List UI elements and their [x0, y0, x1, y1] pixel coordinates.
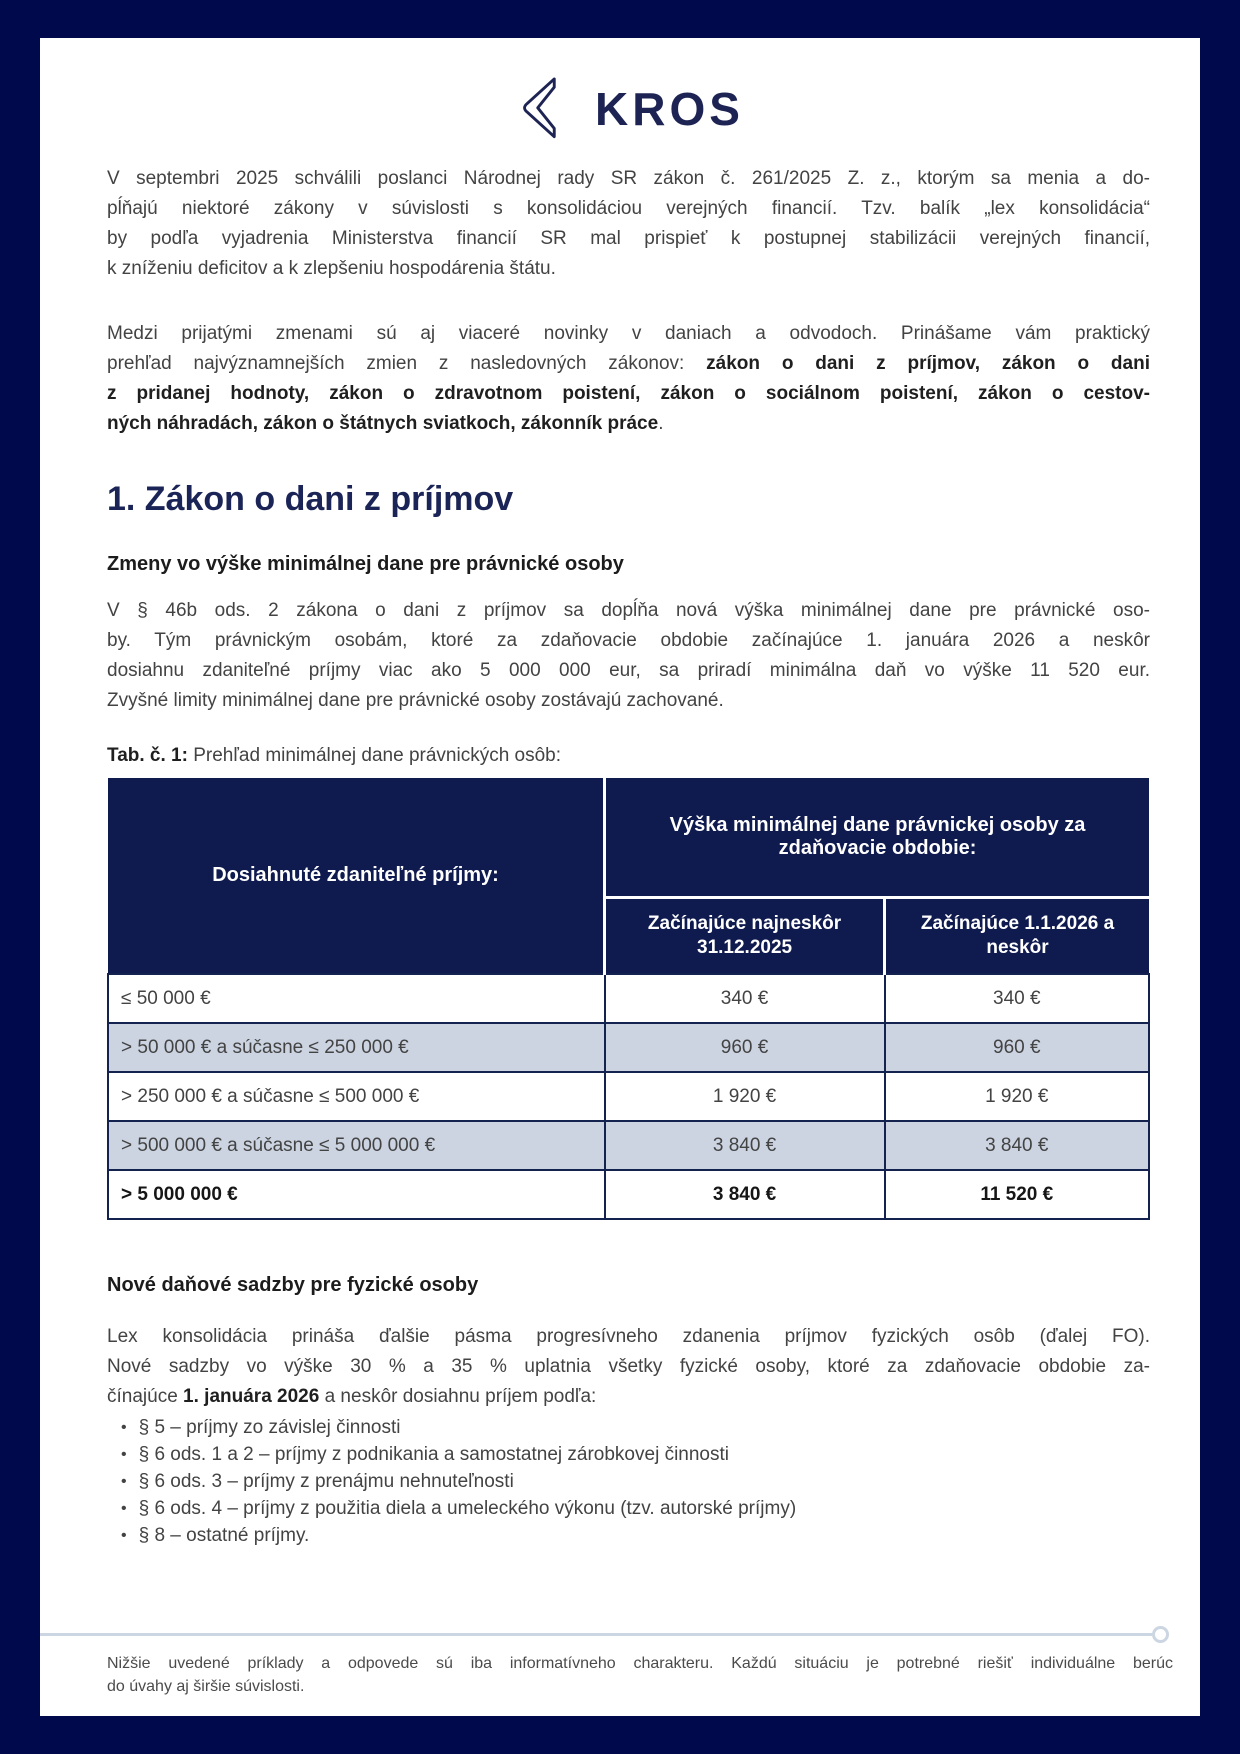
bullet-item: [121, 1441, 1150, 1468]
bullet-item: [121, 1468, 1150, 1495]
bullet-dot-icon: •: [121, 1473, 127, 1490]
table-row: [108, 974, 1149, 1023]
table-row: [108, 1072, 1149, 1121]
page-footer: [40, 1633, 1200, 1716]
bullet-item: [121, 1522, 1150, 1549]
table-subheader-2026: Začínajúce 1.1.2026 a neskôr: [885, 898, 1149, 975]
subsection-title-legal-entities: Zmeny vo výške minimálnej dane pre právnické osoby: [107, 553, 624, 575]
footer-divider-dot: [1152, 1626, 1169, 1643]
intro-paragraph-1: V septembri 2025 schválili poslanci Národnej rady SR zákon č. 261/2025 Z. z., ktorým sa menia a do- pĺňajú niektoré zákony v súvislosti s konsolidáciou verejných financií. Tzv. balík „lex konsolidácia“ by podľa vyjadrenia Ministerstva financií SR mal prispieť k postupnej stabilizácii verejných financií, k zníženiu deficitov a k zlepšeniu hospodárenia štátu.: [107, 168, 1150, 279]
tax-2026-cell: 3 840 €: [885, 1121, 1149, 1170]
subsection-title-individuals: Nové daňové sadzby pre fyzické osoby: [107, 1274, 479, 1296]
min-tax-table: [107, 778, 1150, 1220]
bullet-item-label: § 6 ods. 4 – príjmy z použitia diela a umeleckého výkonu (tzv. autorské príjmy): [138, 1498, 797, 1519]
bullet-item-label: § 6 ods. 1 a 2 – príjmy z podnikania a samostatnej zárobkovej činnosti: [138, 1444, 729, 1465]
footer-divider: [40, 1633, 1152, 1636]
section-title: 1. Zákon o dani z príjmov: [107, 480, 514, 518]
kros-logo: [107, 76, 1150, 142]
tax-2025-cell: 3 840 €: [605, 1121, 885, 1170]
table-row: [108, 1023, 1149, 1072]
income-cell: ≤ 50 000 €: [108, 974, 605, 1023]
tax-2026-cell: 11 520 €: [885, 1170, 1149, 1219]
tax-2025-cell: 1 920 €: [605, 1072, 885, 1121]
bullet-item-label: § 5 – príjmy zo závislej činnosti: [138, 1417, 401, 1438]
bullet-item-label: § 6 ods. 3 – príjmy z prenájmu nehnuteľnosti: [138, 1471, 514, 1492]
tax-2026-cell: 340 €: [885, 974, 1149, 1023]
table-header-income: Dosiahnuté zdaniteľné príjmy:: [108, 778, 605, 974]
tax-2026-cell: 960 €: [885, 1023, 1149, 1072]
minimum-tax-paragraph: V § 46b ods. 2 zákona o dani z príjmov sa dopĺňa nová výška minimálnej dane pre právnické oso- by. Tým právnickým osobám, ktoré za zdaňovacie obdobie začínajúce 1. januára 2026 a neskôr dosiahnu zdaniteľné príjmy viac ako 5 000 000 eur, sa priradí minimálna daň vo výške 11 520 eur. Zvyšné limity minimálnej dane pre právnické osoby zostávajú zachované.: [107, 600, 1150, 711]
table-row: [108, 1121, 1149, 1170]
page-content: [40, 76, 1200, 1549]
table-subheader-2025: Začínajúce najneskôr 31.12.2025: [605, 898, 885, 975]
bullet-dot-icon: •: [121, 1500, 127, 1517]
income-cell: > 250 000 € a súčasne ≤ 500 000 €: [108, 1072, 605, 1121]
intro-paragraph-2: Medzi prijatými zmenami sú aj viaceré novinky v daniach a odvodoch. Prinášame vám praktický prehľad najvýznamnejších zmien z nasledovných zákonov: zákon o dani z príjmov, zákon o dani z pridanej hodnoty, zákon o zdravotnom poistení, zákon o sociálnom poistení, zákon o cestov- ných náhradách, zákon o štátnych sviatkoch, zákonník práce.: [107, 323, 1150, 434]
bullet-item: [121, 1495, 1150, 1522]
bullet-dot-icon: •: [121, 1527, 127, 1544]
income-cell: > 50 000 € a súčasne ≤ 250 000 €: [108, 1023, 605, 1072]
table-row: [108, 1170, 1149, 1219]
kros-logo-icon: [513, 74, 579, 145]
table-header-group: Výška minimálnej dane právnickej osoby za zdaňovacie obdobie:: [605, 778, 1149, 898]
bullet-item-label: § 8 – ostatné príjmy.: [138, 1525, 310, 1546]
tax-2026-cell: 1 920 €: [885, 1072, 1149, 1121]
bullet-item: [121, 1414, 1150, 1441]
bullet-dot-icon: •: [121, 1446, 127, 1463]
tax-2025-cell: 3 840 €: [605, 1170, 885, 1219]
bullet-dot-icon: •: [121, 1419, 127, 1436]
kros-logo-text: KROS: [595, 83, 744, 135]
income-cell: > 5 000 000 €: [108, 1170, 605, 1219]
income-cell: > 500 000 € a súčasne ≤ 5 000 000 €: [108, 1121, 605, 1170]
table-caption: Tab. č. 1: Prehľad minimálnej dane právnických osôb:: [107, 745, 562, 766]
footer-text: Nižšie uvedené príklady a odpovede sú iba informatívneho charakteru. Každú situáciu je potrebné riešiť individuálne berúc do úvahy aj širšie súvislosti.: [107, 1655, 1173, 1695]
tax-bullet-list: [107, 1414, 1150, 1549]
tax-2025-cell: 960 €: [605, 1023, 885, 1072]
tax-rates-paragraph: Lex konsolidácia prináša ďalšie pásma progresívneho zdanenia príjmov fyzických osôb (ďalej FO). Nové sadzby vo výške 30 % a 35 % uplatnia všetky fyzické osoby, ktoré za zdaňovacie obdobie za- čínajúce 1. januára 2026 a neskôr dosiahnu príjem podľa:: [107, 1326, 1150, 1407]
tax-2025-cell: 340 €: [605, 974, 885, 1023]
